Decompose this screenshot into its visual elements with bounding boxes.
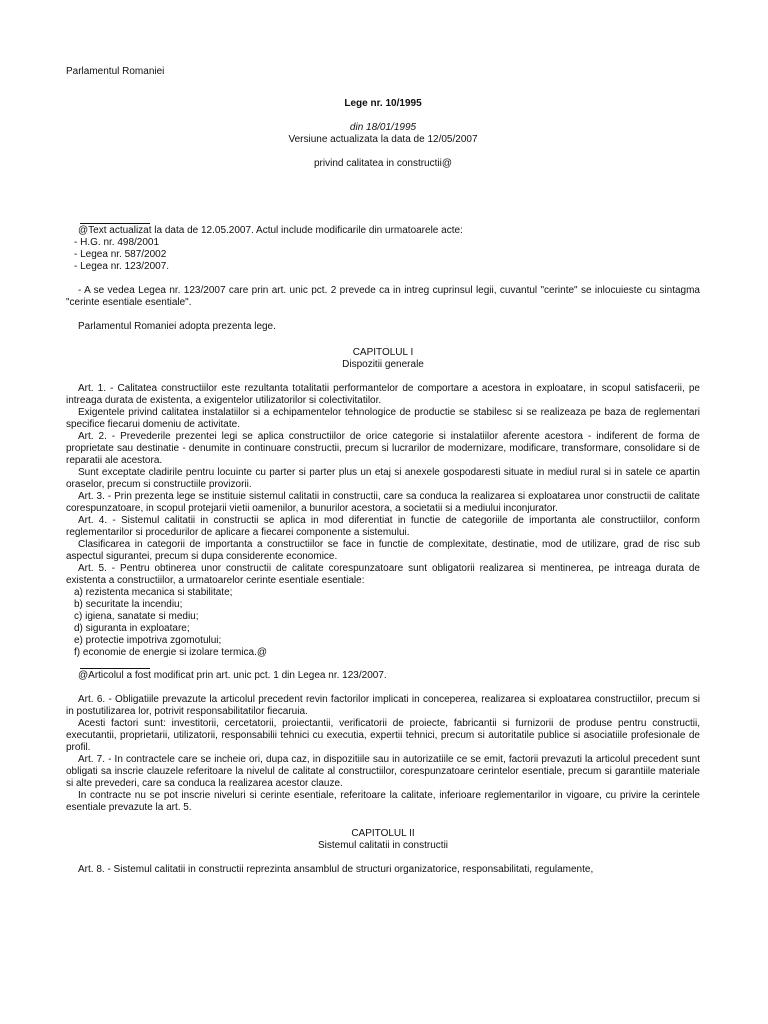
article-6: Art. 6. - Obligatiile prevazute la articolul precedent revin factorilor implicati in conceperea, realizarea si exploatarea constructiilor, precum si in postutilizarea lor, potrivit responsabilitatilor fiecaruia.: [66, 694, 700, 717]
footnote-rule: [80, 668, 150, 669]
document-page: [66, 0, 700, 876]
article-5-item: c) igiena, sanatate si mediu;: [74, 611, 199, 622]
footnote-text: @Articolul a fost modificat prin art. unic pct. 1 din Legea nr. 123/2007.: [78, 670, 387, 681]
article-5-item: b) securitate la incendiu;: [74, 599, 183, 610]
law-subject: privind calitatea in constructii@: [314, 158, 452, 169]
issuer: Parlamentul Romaniei: [66, 66, 165, 77]
article-5-item: d) siguranta in exploatare;: [74, 623, 190, 634]
article-4: Art. 4. - Sistemul calitatii in constructii se aplica in mod diferentiat in functie de categoriile de importanta ale constructiilor, conform reglementarilor si procedurilor de aplicare a fiecarei componente a sistemului.: [66, 515, 700, 538]
article-5-item: f) economie de energie si izolare termica.@: [74, 647, 268, 658]
law-date: din 18/01/1995: [349, 122, 417, 133]
article-4-paragraph: Clasificarea in categorii de importanta a constructiilor se face in functie de complexitate, destinatie, mod de utilizare, grad de risc sub aspectul sigurantei, precum si dupa considerente economice.: [66, 539, 700, 562]
law-title: Lege nr. 10/1995: [344, 98, 422, 109]
chapter-title: CAPITOLUL I: [352, 347, 414, 358]
amending-act: - Legea nr. 587/2002: [74, 249, 167, 260]
amending-act: - Legea nr. 123/2007.: [74, 261, 170, 272]
footnote-rule: [80, 223, 150, 224]
article-7: Art. 7. - In contractele care se incheie ori, dupa caz, in dispozitiile sau in autorizatiile ce se emit, factorii prevazuti la articolul precedent sunt obligati sa inscrie clauzele referitoare la nivelul de calitate al constructiilor, corespunzatoare cerintelor esentiale, precum si garantiile materiale si alte prevederi, care sa conduca la realizarea acestor clauze.: [66, 754, 700, 789]
article-1-paragraph: Exigentele privind calitatea instalatiilor si a echipamentelor tehnologice de productie se stabilesc si se realizeaza pe baza de reglementari specifice fiecarui domeniu de activitate.: [66, 407, 700, 430]
article-2-paragraph: Sunt exceptate cladirile pentru locuinte cu parter si parter plus un etaj si anexele gospodaresti situate in mediul rural si in satele ce apartin oraselor, precum si constructiile provizorii.: [66, 467, 700, 490]
note-cerinte: - A se vedea Legea nr. 123/2007 care prin art. unic pct. 2 prevede ca in intreg cuprinsul legii, cuvantul "cerinte" se inlocuieste cu sintagma "cerinte esentiale esentiale".: [66, 285, 700, 308]
article-5: Art. 5. - Pentru obtinerea unor constructii de calitate corespunzatoare sunt obligatorii realizarea si mentinerea, pe intreaga durata de existenta a constructiilor, a urmatoarelor cerinte esentiale esentiale:: [66, 563, 700, 586]
chapter-subtitle: Sistemul calitatii in constructii: [317, 840, 449, 851]
article-2: Art. 2. - Prevederile prezentei legi se aplica constructiilor de orice categorie si instalatiilor aferente acestora - indiferent de forma de proprietate sau destinatie - denumite in continuare constructii, precum si lucrarilor de modernizare, modificare, transformare, consolidare si de reparatii ale acestora.: [66, 431, 700, 466]
article-3: Art. 3. - Prin prezenta lege se instituie sistemul calitatii in constructii, care sa conduca la realizarea si exploatarea unor constructii de calitate corespunzatoare, in scopul protejarii vietii oamenilor, a bunurilor acestora, a societatii si a mediului inconjurator.: [66, 491, 700, 514]
article-1: Art. 1. - Calitatea constructiilor este rezultanta totalitatii performantelor de comportare a acestora in exploatare, in scopul satisfacerii, pe intreaga durata de existenta, a exigentelor utilizatorilor si colectivitatilor.: [66, 383, 700, 406]
chapter-title: CAPITOLUL II: [351, 828, 415, 839]
article-5-item: e) protectie impotriva zgomotului;: [74, 635, 222, 646]
amending-act: - H.G. nr. 498/2001: [74, 237, 160, 248]
article-6-paragraph: Acesti factori sunt: investitorii, cercetatorii, proiectantii, verificatorii de proiecte, fabricantii si furnizorii de produse pentru constructii, executantii, proprietarii, utilizatorii, responsabilii tehnici cu executia, expertii tehnici, precum si autoritatile publice si asociatiile profesionale de profil.: [66, 718, 700, 753]
article-5-item: a) rezistenta mecanica si stabilitate;: [74, 587, 233, 598]
article-8: Art. 8. - Sistemul calitatii in constructii reprezinta ansamblul de structuri organizatorice, responsabilitati, regulamente,: [78, 864, 594, 875]
chapter-subtitle: Dispozitii generale: [342, 359, 424, 370]
adoption-statement: Parlamentul Romaniei adopta prezenta lege.: [78, 321, 276, 332]
version-line: Versiune actualizata la data de 12/05/2007: [288, 134, 478, 145]
article-7-paragraph: In contracte nu se pot inscrie niveluri si cerinte esentiale, referitoare la calitate, inferioare reglementarilor in vigoare, cu privire la cerintele esentiale prevazute la art. 5.: [66, 790, 700, 813]
footnote-text: @Text actualizat la data de 12.05.2007. Actul include modificarile din urmatoarele acte:: [78, 225, 463, 236]
